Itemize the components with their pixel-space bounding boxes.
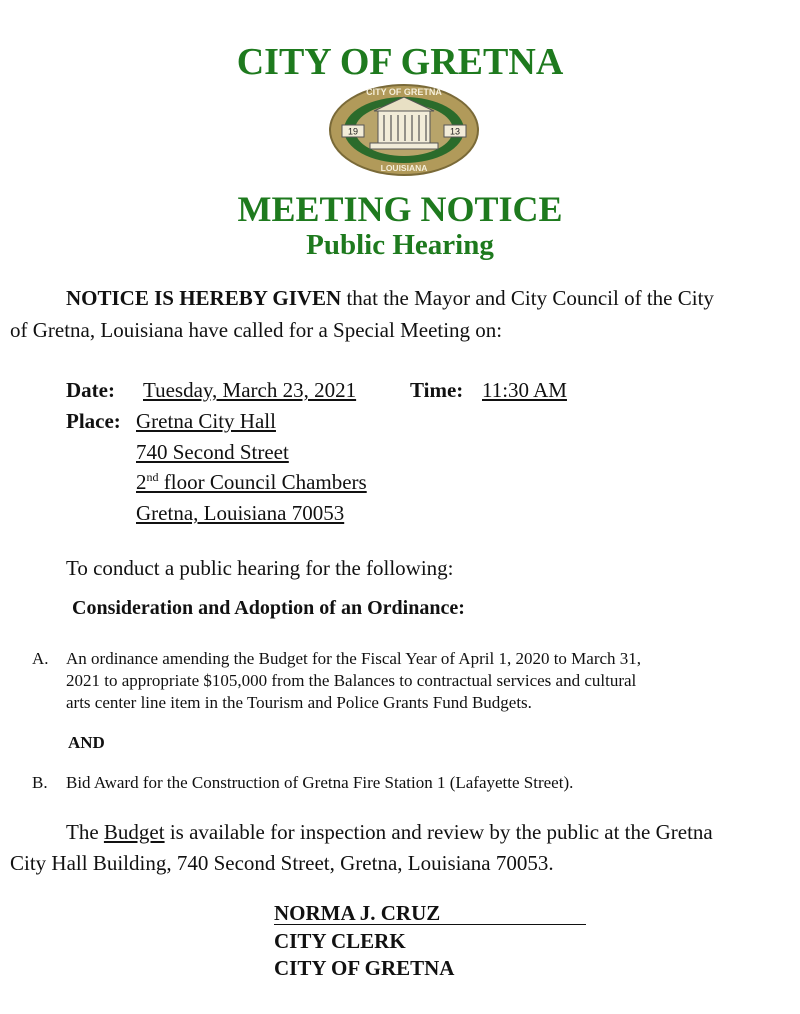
place-line-3: 2nd floor Council Chambers: [136, 470, 367, 494]
seal-top-text: CITY OF GRETNA: [366, 87, 442, 97]
place-label: Place:: [66, 409, 121, 433]
signature-org: CITY OF GRETNA: [274, 956, 455, 980]
seal-bottom-text: LOUISIANA: [380, 163, 428, 173]
date-label: Date:: [66, 378, 115, 402]
time-value: 11:30 AM: [482, 378, 567, 402]
date-value: Tuesday, March 23, 2021: [143, 378, 357, 402]
seal-year-right: 13: [449, 126, 461, 137]
closing-line-2: City Hall Building, 740 Second Street, Gretna, Louisiana 70053.: [10, 851, 554, 875]
item-b-marker: B.: [32, 773, 48, 792]
place-line-2: 740 Second Street: [136, 440, 289, 464]
signature-name: NORMA J. CRUZ: [274, 902, 586, 925]
purpose-intro: To conduct a public hearing for the following:: [66, 556, 454, 580]
intro-line-1-rest: that the Mayor and City Council of the City: [341, 286, 714, 310]
item-a-line-2: 2021 to appropriate $105,000 from the Balances to contractual services and cultural: [66, 671, 637, 690]
budget-link[interactable]: Budget: [103, 820, 165, 844]
closing-line-1: The Budget is available for inspection and review by the public at the Gretna: [66, 820, 713, 844]
intro-line-2: of Gretna, Louisiana have called for a Special Meeting on:: [10, 318, 503, 342]
item-b-text: Bid Award for the Construction of Gretna Fire Station 1 (Lafayette Street).: [66, 773, 574, 792]
and-label: AND: [68, 733, 105, 752]
notice-title: MEETING NOTICE: [237, 189, 563, 229]
notice-lead: NOTICE IS HEREBY GIVEN: [66, 286, 342, 310]
item-a-line-1: An ordinance amending the Budget for the Fiscal Year of April 1, 2020 to March 31,: [66, 649, 642, 668]
place-line-4: Gretna, Louisiana 70053: [136, 501, 345, 525]
item-a-line-3: arts center line item in the Tourism and Police Grants Fund Budgets.: [66, 693, 532, 712]
city-title: CITY OF GRETNA: [236, 41, 564, 83]
city-seal-logo: [328, 83, 480, 177]
item-a-marker: A.: [32, 649, 49, 668]
seal-year-left: 19: [347, 126, 359, 137]
notice-subtitle: Public Hearing: [306, 229, 494, 261]
time-label: Time:: [410, 378, 464, 402]
signature-title: CITY CLERK: [274, 929, 406, 953]
place-line-1: Gretna City Hall: [136, 409, 276, 433]
purpose-heading: Consideration and Adoption of an Ordinance:: [72, 597, 465, 619]
intro-line-1: [66, 286, 714, 311]
